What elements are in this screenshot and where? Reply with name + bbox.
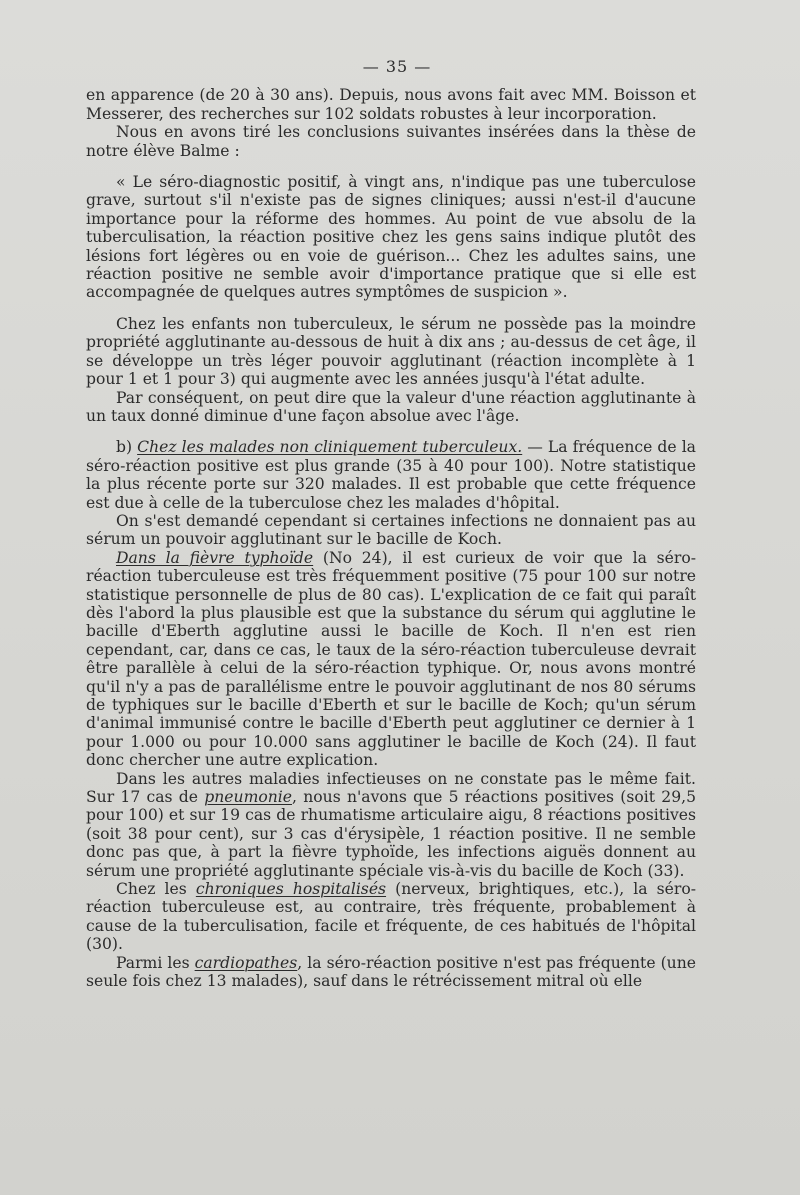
paragraph-chronic xyxy=(86,880,696,954)
paragraph-cardiopaths xyxy=(86,954,696,991)
page-number: — 35 — xyxy=(362,57,432,76)
paragraph-infections-question: On s'est demandé cependant si certaines infections ne donnaient pas au sérum un pouvoir agglutinant sur le bacille de Koch. xyxy=(86,511,696,549)
section-b-heading: Chez les malades non cliniquement tuberculeux. xyxy=(137,438,523,457)
chronic-term: chroniques hospitalisés xyxy=(195,880,387,899)
cardiopaths-text: , la séro-réaction positive n'est pas fréquente (une seule fois chez 13 malades), sauf dans le rétrécissement mitral où elle xyxy=(86,953,696,991)
section-b-lead: b) xyxy=(116,438,138,457)
chronic-text: (nerveux, brightiques, etc.), la séro-réaction tuberculeuse est, au contraire, très fréquente, probablement à cause de la tuberculisation, facile et fréquente, de ces habitués de l'hôpital (30). xyxy=(86,880,696,954)
paragraph-section-b xyxy=(86,438,696,512)
other-infections-pre: Dans les autres maladies infectieuses on ne constate pas le même fait. Sur 17 cas de xyxy=(86,769,696,807)
paragraph-children: Chez les enfants non tuberculeux, le sérum ne possède pas la moindre propriété agglutinante au-dessous de huit à dix ans ; au-dessus de cet âge, il se développe un très léger pouvoir agglutinant (réaction incomplète à 1 pour 1 et 1 pour 3) qui augmente avec les années jusqu'à l'état adulte. xyxy=(86,314,696,389)
paragraph-quotation: « Le séro-diagnostic positif, à vingt ans, n'indique pas une tuberculose grave, surtout s'il n'existe pas de signes cliniques; aussi n'est-il d'aucune importance pour la réforme des hommes. Au point de vue absolu de la tuberculisation, la réaction positive chez les gens sains indique plutôt des lésions fort légères ou en voie de guérison... Chez les adultes sains, une réaction positive ne semble avoir d'importance pratique que si elle est accompagnée de quelques autres symptômes de suspicion ». xyxy=(86,173,696,302)
pneumonia-term: pneumonie xyxy=(204,788,293,807)
paragraph-conclusions-intro: Nous en avons tiré les conclusions suivantes insérées dans la thèse de notre élève Balme : xyxy=(86,123,696,160)
paragraph-continuation: en apparence (de 20 à 30 ans). Depuis, nous avons fait avec MM. Boisson et Messerer, des recherches sur 102 soldats robustes à leur incorporation. xyxy=(86,86,696,123)
typhoid-heading: Dans la fièvre typhoïde xyxy=(116,548,314,567)
section-b-text: — La fréquence de la séro-réaction positive est plus grande (35 à 40 pour 100). Notre statistique la plus récente porte sur 320 malades. Il est probable que cette fréquence est due à celle de la tuberculose chez les malades d'hôpital. xyxy=(86,438,696,512)
cardiopaths-pre: Parmi les xyxy=(116,953,195,972)
typhoid-text: (No 24), il est curieux de voir que la séro-réaction tuberculeuse est très fréquemment positive (75 pour 100 sur notre statistique personnelle de plus de 80 cas). L'explication de ce fait qui paraît dès l'abord la plus plausible est que la substance du sérum qui agglutine le bacille d'Eberth agglutine aussi le bacille de Koch. Il n'en est rien cependant, car, dans ce cas, le taux de la séro-réaction tuberculeuse devrait être parallèle à celui de la séro-réaction typhique. Or, nous avons montré qu'il n'y a pas de parallélisme entre le pouvoir agglutinant de nos 80 sérums de typhiques sur le bacille d'Eberth et sur le bacille de Koch; qu'un sérum d'animal immunisé contre le bacille d'Eberth peut agglutiner ce dernier à 1 pour 1.000 ou pour 10.000 sans agglutiner le bacille de Koch (24). Il faut donc chercher une autre explication. xyxy=(86,548,696,770)
paragraph-typhoid xyxy=(86,549,696,770)
cardiopaths-term: cardiopathes xyxy=(194,953,298,972)
other-infections-text: , nous n'avons que 5 réactions positives (soit 29,5 pour 100) et sur 19 cas de rhumatisme articulaire aigu, 8 réactions positives (soit 38 pour cent), sur 3 cas d'érysipèle, 1 réaction positive. Il ne semble donc pas que, à part la fièvre typhoïde, les infections aiguës donnent au sérum une propriété agglutinante spéciale vis-à-vis du bacille de Koch (33). xyxy=(86,788,697,880)
paragraph-other-infections xyxy=(86,770,696,880)
chronic-pre: Chez les xyxy=(116,880,196,899)
paragraph-consequence: Par conséquent, on peut dire que la valeur d'une réaction agglutinante à un taux donné diminue d'une façon absolue avec l'âge. xyxy=(86,388,696,425)
